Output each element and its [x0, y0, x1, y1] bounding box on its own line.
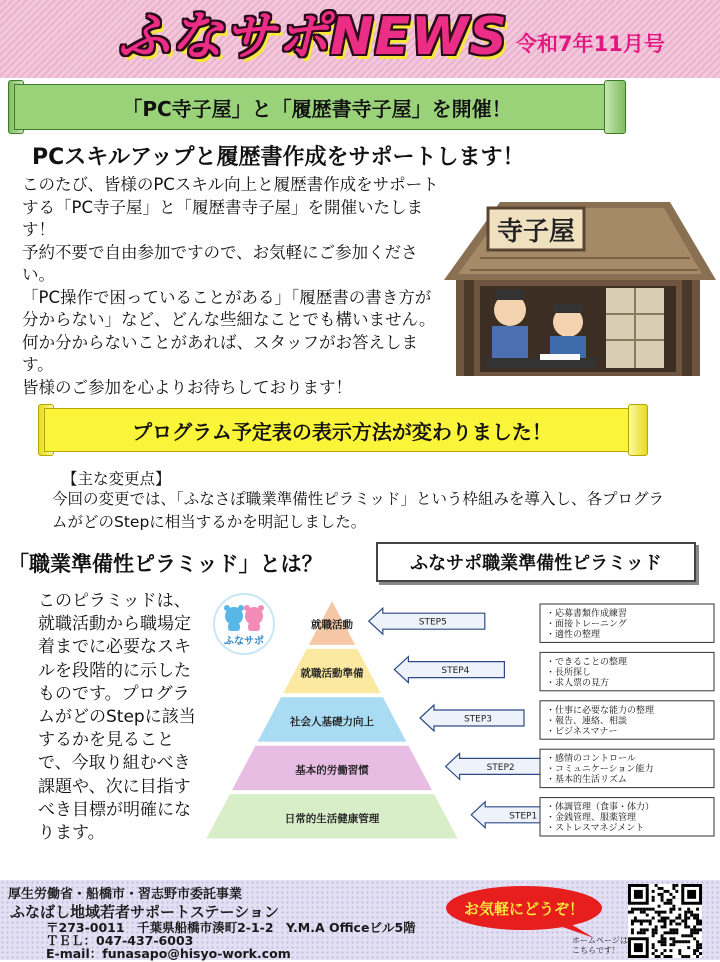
step-item: ・面接トレーニング — [546, 619, 627, 630]
pyramid-level-label: 日常的生活健康管理 — [284, 812, 380, 825]
terakoya-illustration — [440, 198, 716, 378]
footer-sponsor: 厚生労働省・船橋市・習志野市委託事業 — [8, 887, 243, 902]
footer-tel: ＴＥＬ：047-437-6003 — [46, 933, 194, 948]
step-item: ・応募書類作成練習 — [546, 609, 628, 619]
issue-date: 令和7年11月号 — [516, 32, 665, 56]
step-item: ・仕事に必要な能力の整理 — [546, 705, 655, 716]
footer-address: 〒273-0011 千葉県船橋市湊町2-1-2 Y.M.A Officeビル5階 — [46, 920, 416, 935]
program-banner: プログラム予定表の表示方法が変わりました！ — [44, 408, 640, 452]
pyramid-level-label: 就職活動 — [311, 619, 353, 632]
homepage-note-line: こちらです！ — [572, 946, 620, 955]
homepage-note-line: ホームページは — [572, 936, 628, 945]
step-label: STEP2 — [486, 762, 515, 773]
pyramid-description: このピラミッドは、就職活動から職場定着までに必要なスキルを段階的に示したものです。プログラムがどのStepに該当するかを見ることで、今取り組むべき課題や、次に目指すべき目標が明確になります。 — [38, 591, 196, 844]
footer-org-name: ふなばし地域若者サポートステーション — [10, 903, 279, 921]
step-item: ・感情のコントロール — [546, 754, 636, 765]
paragraph: このたび、皆様のPCスキル向上と履歴書作成をサポートする「PC寺子屋」と「履歴書寺子屋」を開催いたします！ — [22, 175, 439, 239]
step-label: STEP1 — [509, 811, 538, 822]
step-label: STEP3 — [463, 714, 493, 725]
paragraph: 「PC操作で困っていることがある」「履歴書の書き方が分からない」など、どんな些細なことでも構いません。何か分からないことがあれば、スタッフがお答えします。 — [22, 287, 436, 374]
step-item: ・体調管理（食事・体力） — [546, 802, 655, 813]
step-item: ・報告、連絡、相談 — [546, 716, 628, 727]
step-label: STEP4 — [441, 666, 470, 677]
pyramid-title-box: ふなサポ職業準備性ピラミッド — [376, 542, 696, 582]
banner-scroll-right — [628, 404, 648, 456]
step-item: ・求人票の見方 — [546, 678, 610, 689]
changes-body: 今回の変更では、「ふなさぽ職業準備性ピラミッド」という枠組みを導入し、各プログラムがどのStepに相当するかを明記しました。 — [52, 490, 664, 531]
pyramid-diagram — [200, 588, 720, 850]
pyramid-level-label: 就職活動準備 — [300, 667, 364, 680]
pyramid-level-label: 社会人基礎力向上 — [290, 716, 374, 728]
pyramid-question: 「職業準備性ピラミッド」とは？ — [8, 552, 323, 576]
paragraph: 予約不要で自由参加ですので、お気軽にご参加ください。 — [22, 242, 418, 284]
funasapo-logo — [212, 592, 276, 656]
callout-bubble — [444, 880, 614, 940]
footer-email[interactable]: E-mail：funasapo@hisyo-work.com — [46, 946, 291, 961]
homepage-note — [572, 936, 628, 956]
newsletter-title: ふなサポNEWS — [118, 7, 508, 67]
step-item: ・コミュニケーション能力 — [546, 764, 654, 775]
step-item: ・長所探し — [546, 667, 592, 678]
changes-heading: 【主な変更点】 — [62, 470, 171, 488]
section-body — [22, 174, 442, 399]
paragraph: 皆様のご参加を心よりお待ちしております！ — [22, 377, 352, 397]
pyramid-level-label: 基本的労働習慣 — [295, 764, 369, 777]
step-item: ・適性の整理 — [546, 630, 601, 640]
section-heading: PCスキルアップと履歴書作成をサポートします！ — [32, 145, 525, 170]
step-item: ・基本的生活リズム — [546, 775, 627, 786]
logo-text: ふなサポ — [224, 636, 264, 647]
step-item: ・ビジネスマナー — [546, 726, 618, 737]
terakoya-sign: 寺子屋 — [496, 217, 576, 247]
step-item: ・金銭管理、服薬管理 — [546, 813, 637, 824]
step-item: ・ストレスマネジメント — [546, 823, 645, 834]
step-item: ・できることの整理 — [546, 657, 628, 668]
banner-scroll-right — [604, 80, 626, 134]
event-banner: 「PC寺子屋」と「履歴書寺子屋」を開催！ — [14, 84, 620, 130]
qr-code[interactable] — [628, 884, 702, 958]
callout-text: お気軽にどうぞ！ — [463, 900, 585, 918]
step-label: STEP5 — [418, 617, 447, 628]
